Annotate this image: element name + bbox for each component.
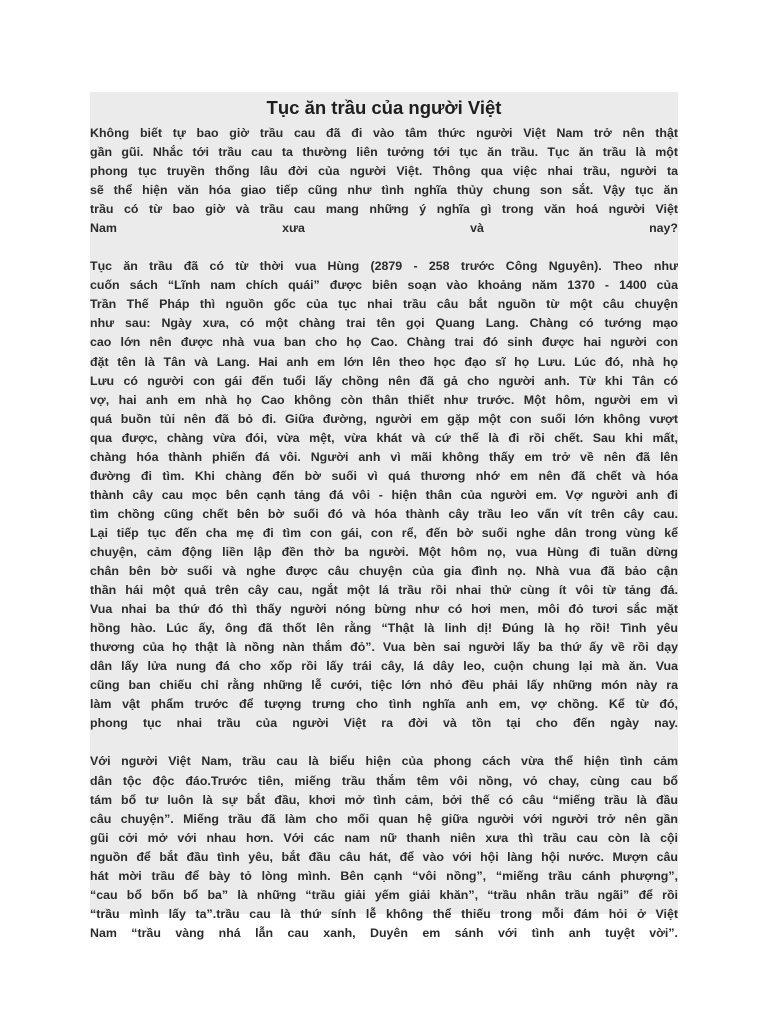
text-line: chân bên bờ suối và nghe được câu chuyện của gia đình nọ. Nhà vua đã bảo cận	[90, 564, 678, 579]
text-line: Tục ăn trầu đã có từ thời vua Hùng (2879 - 258 trước Công Nguyên). Theo như	[90, 259, 678, 274]
text-line: thương của họ thật là nồng nàn thắm đỏ”. Vua bèn sai người lấy ba thứ ấy về rồi dạy	[90, 640, 678, 655]
paragraph	[90, 257, 678, 733]
document-title: Tục ăn trầu của người Việt	[266, 97, 502, 118]
paragraph	[90, 752, 678, 942]
text-line: cũng ban chiếu chỉ rằng những lễ cưới, tiệc lớn nhỏ đều phải lấy những món này ra	[90, 678, 678, 693]
text-line: cao lớn nên được nhà vua ban cho họ Cao. Chàng trai đó sinh được hai người con	[90, 335, 678, 350]
text-line: dân lấy lửa nung đá cho xốp rồi lấy trái cây, lá dây leo, cuộn chung lại mà ăn. Vua	[90, 659, 678, 674]
text-line: thần hái một quả trên cây cau, ngắt một lá trầu rồi nhai thử cùng ít vôi từ tảng đá.	[90, 583, 678, 598]
text-line: làm vật phẩm trước để tượng trưng cho tình nghĩa anh em, vợ chồng. Kể từ đó,	[90, 697, 678, 712]
text-line: qua được, chàng vừa đói, vừa mệt, vừa khát và cứ thế là đi rồi chết. Sau khi mất,	[90, 430, 678, 445]
text-line: dân tộc độc đáo.Trước tiên, miếng trầu thắm têm vôi nồng, vỏ chay, cùng cau bổ	[90, 773, 678, 788]
text-line: Nam xưa và nay?	[90, 221, 678, 236]
text-line: sẽ thể hiện văn hóa giao tiếp cũng như tình nghĩa thủy chung son sắt. Vậy tục ăn	[90, 183, 678, 198]
text-line: Vua nhai ba thứ đó thì thấy người nóng bừng như có hơi men, môi đỏ tươi sắc mặt	[90, 602, 678, 617]
document-page	[90, 92, 678, 940]
text-line: Lại tiếp tục đến cha mẹ đi tìm con gái, con rể, đến bờ suối nghe dân trong vùng kể	[90, 525, 678, 540]
text-line: tám bổ tư luôn là sự bắt đầu, khơi mở tình cảm, bởi thế có câu “miếng trầu là đầu	[90, 792, 678, 807]
text-line: chàng hóa thành phiến đá vôi. Người anh vì mãi không thấy em trở về nên đã lên	[90, 449, 678, 464]
text-line: hồng hào. Lúc ấy, ông đã thốt lên rằng “Thật là linh dị! Đúng là họ rồi! Tình yêu	[90, 621, 678, 636]
text-line: phong tục truyền thống lâu đời của người Việt. Thông qua việc nhai trầu, người ta	[90, 164, 678, 179]
text-line: phong tục nhai trầu của người Việt ra đời và tồn tại cho đến ngày nay.	[90, 716, 678, 731]
text-line: như sau: Ngày xưa, có một chàng trai tên gọi Quang Lang. Chàng có tướng mạo	[90, 316, 678, 331]
text-line: nguồn để bắt đầu tình yêu, bắt đầu câu hát, để vào với hội làng hội nước. Mượn câu	[90, 849, 678, 864]
text-line: gũi cởi mở với nhau hơn. Với các nam nữ thanh niên xưa thì trầu cau còn là cội	[90, 830, 678, 845]
text-line: Với người Việt Nam, trầu cau là biểu hiện của phong cách vừa thể hiện tình cảm	[90, 754, 678, 769]
text-line: Lưu có người con gái đến tuổi lấy chồng nên đã gả cho người anh. Từ khi Tân có	[90, 373, 678, 388]
text-line: tìm chồng cũng chết bên bờ suối đó và hóa thành cây trầu leo vấn vít trên cây cau.	[90, 506, 678, 521]
text-line: vợ, hai anh em nhà họ Cao không còn thân thiết như trước. Một hôm, người em vì	[90, 392, 678, 407]
paragraph-gap	[90, 238, 678, 257]
text-line: trầu có từ bao giờ và trầu cau mang những ý nghĩa gì trong văn hoá người Việt	[90, 202, 678, 217]
text-line: “trầu mình lấy ta”.trầu cau là thứ sính lễ không thể thiếu trong mỗi đám hỏi ở Việt	[90, 906, 678, 921]
text-line: quá buồn tủi nên đã bỏ đi. Giữa đường, người em gặp một con suối lớn không vượt	[90, 411, 678, 426]
text-line: “cau bổ bốn bổ ba” là những “trầu giải yếm giải khăn”, “trầu nhân trầu ngãi” để rồi	[90, 887, 678, 902]
document-body	[90, 124, 678, 943]
text-line: đường đi tìm. Khi chàng đến bờ suối vì quá thương nhớ em nên đã chết và hóa	[90, 468, 678, 483]
text-line: thành cây cau mọc bên cạnh tảng đá vôi - hiện thân của người em. Vợ người anh đi	[90, 487, 678, 502]
text-line: cuốn sách “Lĩnh nam chích quái” được biên soạn vào khoảng năm 1370 - 1400 của	[90, 278, 678, 293]
text-line: đặt tên là Tân và Lang. Hai anh em lớn lên theo học đạo sĩ họ Lưu. Lúc đó, nhà họ	[90, 354, 678, 369]
paragraph	[90, 124, 678, 238]
text-line: chuyện, cảm động liền lập đền thờ ba người. Một hôm nọ, vua Hùng đi tuần dừng	[90, 544, 678, 559]
text-line: hát mời trầu để bày tỏ lòng mình. Bên cạnh “vôi nồng”, “miếng trầu cánh phượng”,	[90, 868, 678, 883]
text-line: Không biết tự bao giờ trầu cau đã đi vào tâm thức người Việt Nam trở nên thật	[90, 126, 678, 140]
text-line: gần gũi. Nhắc tới trầu cau ta thường liên tưởng tới tục ăn trầu. Tục ăn trầu là một	[90, 145, 678, 160]
text-line: Trần Thế Pháp thì nguồn gốc của tục nhai trầu câu bắt nguồn từ một câu chuyện	[90, 297, 678, 312]
text-line: câu chuyện”. Miếng trầu đã làm cho mối quan hệ giữa người với người trở nên gần	[90, 811, 678, 826]
text-line: Nam “trầu vàng nhá lẫn cau xanh, Duyên em sánh với tình anh tuyệt vời”.	[90, 925, 678, 940]
paragraph-gap	[90, 733, 678, 752]
